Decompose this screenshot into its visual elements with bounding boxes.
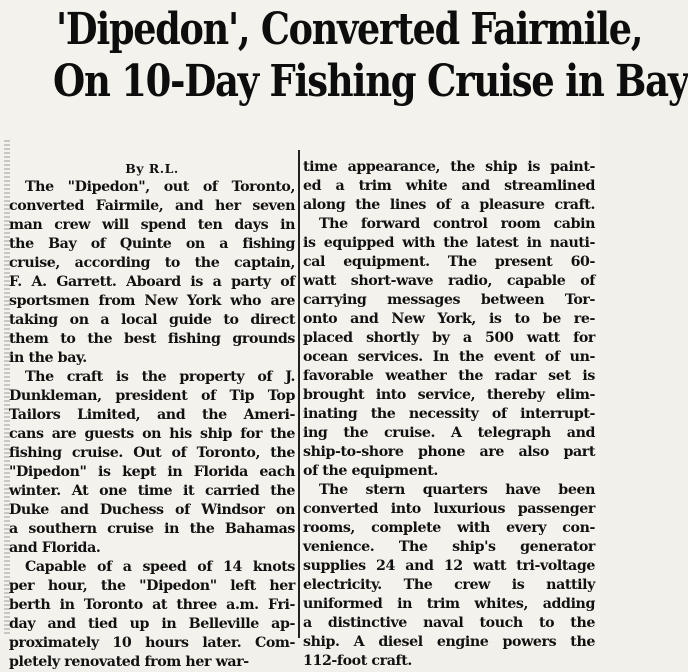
- article-line: proximately 10 hours later. Com-: [9, 635, 295, 651]
- headline-line-2: On 10-Day Fishing Cruise in Bay: [53, 56, 688, 107]
- article-line: Tailors Limited, and the Ameri-: [9, 407, 295, 423]
- article-line: 112-foot craft.: [303, 653, 412, 669]
- article-line: time appearance, the ship is paint-: [303, 159, 595, 175]
- article-line: electricity. The crew is nattily: [303, 577, 595, 593]
- article-line: a southern cruise in the Bahamas: [9, 521, 295, 537]
- article-line: ed a trim white and streamlined: [303, 178, 595, 194]
- article-line: venience. The ship's generator: [303, 539, 595, 555]
- left-column-lines: [9, 178, 295, 672]
- article-line: converted Fairmile, and her seven: [9, 198, 295, 214]
- article-line: of the equipment.: [303, 463, 438, 479]
- headline: [6, 4, 688, 107]
- article-line: onto and New York, is to be re-: [303, 311, 595, 327]
- article-line: rooms, complete with every con-: [303, 520, 595, 536]
- article-line: cruise, according to the captain,: [9, 255, 295, 271]
- right-column-lines: [303, 158, 595, 671]
- article-line: cans are guests on his ship for the: [9, 426, 295, 442]
- article-line: the Bay of Quinte on a fishing: [9, 236, 295, 252]
- article-line: supplies 24 and 12 watt tri-voltage: [303, 558, 595, 574]
- article-line: "Dipedon" is kept in Florida each: [9, 464, 295, 480]
- article-line: a distinctive naval touch to the: [303, 615, 595, 631]
- article-line: The forward control room cabin: [319, 216, 595, 232]
- article-line: ship. A diesel engine powers the: [303, 634, 595, 650]
- article-line: taking on a local guide to direct: [9, 312, 295, 328]
- article-line: per hour, the "Dipedon" left her: [9, 578, 295, 594]
- article-line: converted into luxurious passenger: [303, 501, 595, 517]
- article-line: carrying messages between Tor-: [303, 292, 595, 308]
- article-line: ing the cruise. A telegraph and: [303, 425, 595, 441]
- article-line: berth in Toronto at three a.m. Fri-: [9, 597, 295, 613]
- article-line: pletely renovated from her war-: [9, 654, 249, 670]
- article-line: is equipped with the latest in nauti-: [303, 235, 595, 251]
- article-column-right: [303, 158, 595, 671]
- article-line: along the lines of a pleasure craft.: [303, 197, 595, 213]
- article-line: Capable of a speed of 14 knots: [25, 559, 295, 575]
- article-line: in the bay.: [9, 350, 87, 366]
- article-line: The craft is the property of J.: [25, 369, 295, 385]
- article-line: Duke and Duchess of Windsor on: [9, 502, 295, 518]
- article-line: The stern quarters have been: [319, 482, 595, 498]
- article-line: ship-to-shore phone are also part: [303, 444, 595, 460]
- article-line: cal equipment. The present 60-: [303, 254, 595, 270]
- article-line: fishing cruise. Out of Toronto, the: [9, 445, 295, 461]
- article-line: man crew will spend ten days in: [9, 217, 295, 233]
- article-line: day and tied up in Belleville ap-: [9, 616, 295, 632]
- article-line: The "Dipedon", out of Toronto,: [25, 179, 295, 195]
- article-line: Dunkleman, president of Tip Top: [9, 388, 295, 404]
- article-line: them to the best fishing grounds: [9, 331, 295, 347]
- article-line: sportsmen from New York who are: [9, 293, 295, 309]
- article-line: favorable weather the radar set is: [303, 368, 595, 384]
- article-line: inating the necessity of interrupt-: [303, 406, 595, 422]
- article-line: watt short-wave radio, capable of: [303, 273, 595, 289]
- byline: By R.L.: [125, 161, 179, 176]
- article-line: placed shortly by a 500 watt for: [303, 330, 595, 346]
- article-line: winter. At one time it carried the: [9, 483, 295, 499]
- article-line: brought into service, thereby elim-: [303, 387, 595, 403]
- article-line: F. A. Garrett. Aboard is a party of: [9, 274, 295, 290]
- article-line: uniformed in trim whites, adding: [303, 596, 595, 612]
- article-line: ocean services. In the event of un-: [303, 349, 595, 365]
- headline-line-1: 'Dipedon', Converted Fairmile,: [55, 4, 643, 55]
- article-line: and Florida.: [9, 540, 101, 556]
- article-column-left: [9, 160, 295, 672]
- column-divider: [298, 150, 300, 638]
